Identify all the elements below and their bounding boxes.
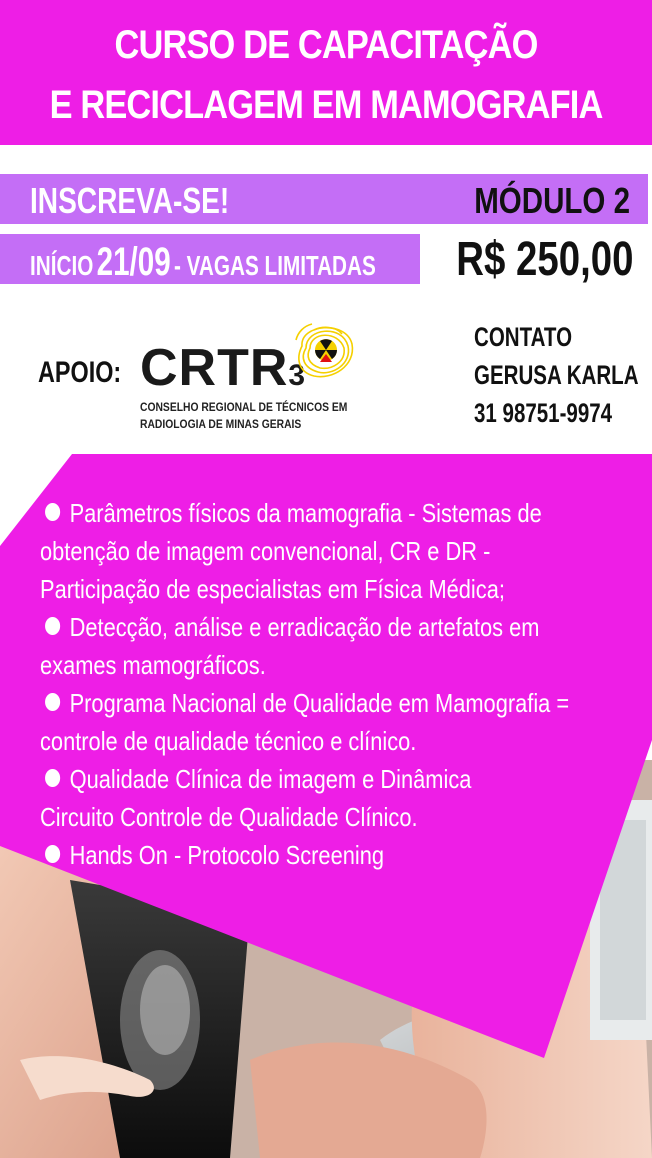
start-suffix: - VAGAS LIMITADAS [173,250,376,281]
contact-label: CONTATO [474,322,573,352]
topic-text: Programa Nacional de Qualidade em Mamografia = [69,688,570,718]
topic-text: Participação de especialistas em Física Médica; [40,574,505,604]
topic-text: Parâmetros físicos da mamografia - Sistemas de [69,498,542,528]
contact-phone: 31 98751-9974 [474,398,613,428]
title-line-2: E RECICLAGEM EM MAMOGRAFIA [49,83,603,127]
topic-item [40,760,552,836]
topic-text: Detecção, análise e erradicação de artefatos em [69,612,540,642]
start-prefix: INÍCIO [30,250,94,281]
contact-name: GERUSA KARLA [474,360,639,390]
logo-word: CRTR [140,339,289,397]
topic-text: controle de qualidade técnico e clínico. [40,726,417,756]
bullet-dot-icon [45,845,60,863]
title-line-1: CURSO DE CAPACITAÇÃO [114,23,538,67]
topics-list [40,494,650,874]
module-label: MÓDULO 2 [474,180,630,221]
price: R$ 250,00 [456,233,634,286]
logo-number: 3 [288,359,307,392]
topic-item [40,684,570,760]
start-date: 21/09 [96,240,171,284]
bullet-dot-icon [45,503,60,521]
signup-text: INSCREVA-SE! [30,180,230,221]
topic-text: obtenção de imagem convencional, CR e DR - [40,536,491,566]
support-label: APOIO: [38,356,122,389]
bullet-dot-icon [45,769,60,787]
topic-item [40,608,552,684]
topic-text: exames mamográficos. [40,650,266,680]
logo-caption-1: CONSELHO REGIONAL DE TÉCNICOS EM [140,400,348,414]
topic-text: Qualidade Clínica de imagem e Dinâmica [69,764,472,794]
bullet-dot-icon [45,693,60,711]
topic-text: Hands On - Protocolo Screening [69,840,385,870]
topic-item [40,494,552,608]
topic-text: Circuito Controle de Qualidade Clínico. [40,802,418,832]
topic-item [40,836,552,874]
bullet-dot-icon [45,617,60,635]
logo-caption-2: RADIOLOGIA DE MINAS GERAIS [140,417,302,431]
